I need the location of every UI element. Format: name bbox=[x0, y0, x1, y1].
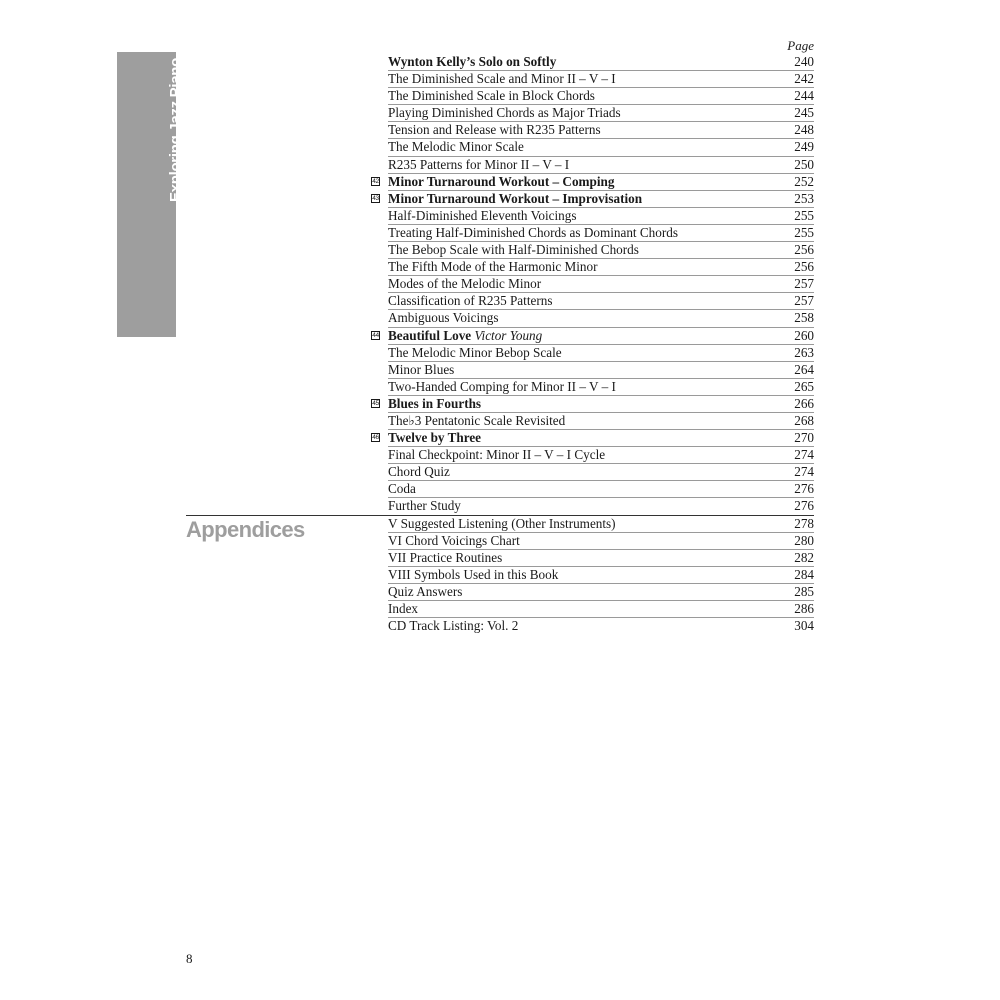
toc-entry bbox=[388, 122, 814, 139]
toc-entry-title-text: The Melodic Minor Scale bbox=[388, 139, 524, 155]
toc-entry bbox=[388, 139, 814, 156]
toc-entry-page: 276 bbox=[794, 481, 814, 497]
toc-entry-page: 245 bbox=[794, 105, 814, 121]
toc-entry bbox=[372, 395, 814, 413]
toc-entry-page: 256 bbox=[794, 259, 814, 275]
cd-track-icon: 46 bbox=[372, 434, 379, 442]
toc-entry bbox=[388, 362, 814, 379]
toc-entry-page: 263 bbox=[794, 344, 814, 360]
toc-entry-title-text: The Diminished Scale in Block Chords bbox=[388, 88, 595, 104]
toc-entry-title bbox=[388, 174, 614, 190]
toc-entry-title bbox=[388, 362, 454, 378]
table-of-contents bbox=[372, 54, 814, 635]
toc-entry-title-text: Beautiful Love bbox=[388, 327, 472, 343]
toc-entry-page: 268 bbox=[794, 412, 814, 428]
toc-entry bbox=[388, 618, 814, 635]
toc-entry bbox=[388, 54, 814, 71]
toc-entry-page: 286 bbox=[794, 601, 814, 616]
toc-entry-title bbox=[388, 379, 616, 395]
toc-entry-title-text: Index bbox=[388, 601, 419, 616]
page-column-header: Page bbox=[787, 38, 814, 53]
toc-entry-title-text: The Fifth Mode of the Harmonic Minor bbox=[388, 259, 598, 275]
toc-entry bbox=[388, 413, 814, 430]
toc-entry-page: 255 bbox=[794, 224, 814, 240]
toc-entry-title-text: The Diminished Scale and Minor II – V – I bbox=[388, 71, 616, 87]
side-tab-label: Exploring Jazz Piano bbox=[167, 58, 184, 203]
toc-entry-page: 244 bbox=[794, 88, 814, 104]
toc-entry-title bbox=[388, 430, 481, 446]
toc-entry bbox=[388, 88, 814, 105]
page-number: 8 bbox=[186, 951, 193, 966]
toc-entry-page: 258 bbox=[794, 310, 814, 326]
toc-entry-title-text: Blues in Fourths bbox=[388, 395, 482, 411]
toc-entry bbox=[388, 379, 814, 396]
toc-entry-page: 282 bbox=[794, 549, 814, 565]
toc-entry bbox=[388, 584, 814, 601]
toc-entry-page: 260 bbox=[794, 327, 814, 343]
toc-entry bbox=[388, 242, 814, 259]
toc-entry-title bbox=[388, 105, 621, 121]
toc-entry-page: 252 bbox=[794, 173, 814, 189]
toc-entry-title-text: Final Checkpoint: Minor II – V – I Cycle bbox=[388, 447, 606, 463]
toc-entry bbox=[388, 550, 814, 567]
toc-entry-title bbox=[388, 550, 502, 566]
toc-entry-title-text: Minor Blues bbox=[388, 361, 455, 377]
toc-entry-title-text: Treating Half-Diminished Chords as Dominant Chords bbox=[388, 224, 678, 240]
toc-entry-page: 274 bbox=[794, 447, 814, 463]
toc-entry bbox=[388, 293, 814, 310]
toc-entry bbox=[388, 447, 814, 464]
toc-entry-page: 265 bbox=[794, 378, 814, 394]
toc-entry-title bbox=[388, 396, 481, 412]
toc-entry-title-text: Ambiguous Voicings bbox=[388, 310, 499, 326]
toc-entry bbox=[388, 157, 814, 174]
toc-entry-title bbox=[388, 242, 639, 258]
toc-entry bbox=[388, 498, 814, 515]
toc-entry-composer: Victor Young bbox=[474, 327, 543, 343]
toc-entry-page: 256 bbox=[794, 242, 814, 258]
toc-entry-title-text: VII Practice Routines bbox=[388, 549, 503, 565]
toc-entry-title-text: CD Track Listing: Vol. 2 bbox=[388, 618, 519, 634]
toc-entry-title bbox=[388, 413, 565, 429]
toc-entry-title-text: VI Chord Voicings Chart bbox=[388, 532, 520, 548]
toc-entry-title bbox=[388, 618, 518, 634]
toc-entry-page: 264 bbox=[794, 361, 814, 377]
toc-entry-title bbox=[388, 481, 416, 497]
toc-entry-page: 266 bbox=[794, 395, 814, 411]
toc-entry-title bbox=[388, 225, 678, 241]
toc-entry-title-text: Half-Diminished Eleventh Voicings bbox=[388, 207, 577, 223]
toc-entry-page: 278 bbox=[794, 515, 814, 531]
toc-entry-title-text: The Bebop Scale with Half-Diminished Chords bbox=[388, 242, 639, 258]
toc-entry-title bbox=[388, 567, 558, 583]
toc-entry-title bbox=[388, 293, 552, 309]
toc-entry-title-text: VIII Symbols Used in this Book bbox=[388, 566, 559, 582]
toc-entry-page: 284 bbox=[794, 566, 814, 582]
toc-entry-title bbox=[388, 139, 524, 155]
toc-entry bbox=[388, 310, 814, 327]
toc-entry-title-text: Tension and Release with R235 Patterns bbox=[388, 122, 601, 138]
toc-entry bbox=[388, 567, 814, 584]
toc-entry-title bbox=[388, 464, 450, 480]
toc-entry-title bbox=[388, 310, 499, 326]
toc-entry-page: 257 bbox=[794, 276, 814, 292]
toc-entry-title-text: Quiz Answers bbox=[388, 583, 463, 599]
toc-entry bbox=[372, 327, 814, 345]
toc-entry-title-text: Further Study bbox=[388, 498, 461, 514]
toc-entry-title-text: Playing Diminished Chords as Major Triads bbox=[388, 105, 621, 121]
toc-entry-title bbox=[388, 122, 601, 138]
toc-entry-page: 253 bbox=[794, 190, 814, 206]
cd-track-icon: 42 bbox=[372, 177, 379, 185]
toc-entry-title-text: Twelve by Three bbox=[388, 430, 482, 446]
toc-entry bbox=[388, 464, 814, 481]
toc-entry-page: 249 bbox=[794, 139, 814, 155]
toc-entry bbox=[372, 173, 814, 191]
toc-entry-page: 250 bbox=[794, 156, 814, 172]
toc-entry bbox=[372, 190, 814, 208]
toc-entry-title bbox=[388, 276, 541, 292]
toc-entry-title bbox=[388, 601, 418, 617]
toc-entry-page: 255 bbox=[794, 207, 814, 223]
toc-entry-title bbox=[388, 88, 595, 104]
toc-entry-page: 285 bbox=[794, 583, 814, 599]
toc-entry bbox=[388, 259, 814, 276]
toc-entry-title bbox=[388, 54, 556, 70]
toc-entry-title bbox=[388, 208, 577, 224]
toc-entry-title-text: Classification of R235 Patterns bbox=[388, 293, 553, 309]
toc-entry-title bbox=[388, 584, 462, 600]
toc-entry-title bbox=[388, 447, 605, 463]
toc-entry-page: 274 bbox=[794, 464, 814, 480]
toc-entry bbox=[388, 516, 814, 533]
toc-entry-title bbox=[388, 516, 616, 532]
toc-entry-title-text: Coda bbox=[388, 481, 416, 497]
cd-track-icon: 45 bbox=[372, 399, 379, 407]
toc-entry-title-text: The♭3 Pentatonic Scale Revisited bbox=[388, 412, 566, 428]
toc-entry-page: 240 bbox=[794, 54, 814, 69]
toc-entry-page: 248 bbox=[794, 122, 814, 138]
toc-entry bbox=[372, 430, 814, 447]
toc-entry bbox=[388, 225, 814, 242]
toc-entry-title bbox=[388, 157, 569, 173]
cd-track-icon: 44 bbox=[372, 331, 379, 339]
toc-entry bbox=[388, 481, 814, 498]
toc-entry-title bbox=[388, 191, 642, 207]
toc-entry bbox=[388, 105, 814, 122]
appendices-heading: Appendices bbox=[186, 517, 305, 542]
toc-entry-title-text: Two-Handed Comping for Minor II – V – I bbox=[388, 378, 616, 394]
toc-entry-title-text: Modes of the Melodic Minor bbox=[388, 276, 542, 292]
toc-entry-page: 304 bbox=[794, 618, 814, 634]
toc-entry-title-text: V Suggested Listening (Other Instruments) bbox=[388, 515, 616, 531]
toc-entry bbox=[388, 345, 814, 362]
toc-entry bbox=[388, 533, 814, 550]
toc-entry-title-text: R235 Patterns for Minor II – V – I bbox=[388, 156, 570, 172]
toc-entry-page: 257 bbox=[794, 293, 814, 309]
toc-entry-title-text: Wynton Kelly’s Solo on Softly bbox=[388, 54, 557, 69]
toc-entry-page: 280 bbox=[794, 532, 814, 548]
toc-entry-title-text: Minor Turnaround Workout – Comping bbox=[388, 173, 615, 189]
toc-entry-title bbox=[388, 71, 616, 87]
toc-entry bbox=[388, 276, 814, 293]
toc-entry-title-text: The Melodic Minor Bebop Scale bbox=[388, 344, 562, 360]
toc-entry-title bbox=[388, 259, 598, 275]
toc-entry bbox=[388, 601, 814, 618]
toc-entry-title bbox=[388, 328, 542, 344]
toc-entry-title-text: Minor Turnaround Workout – Improvisation bbox=[388, 190, 643, 206]
toc-entry-title bbox=[388, 345, 562, 361]
toc-entry-title bbox=[388, 498, 461, 514]
toc-entry bbox=[388, 71, 814, 88]
toc-entry-title bbox=[388, 533, 520, 549]
toc-entry-title-text: Chord Quiz bbox=[388, 464, 450, 480]
cd-track-icon: 43 bbox=[372, 194, 379, 202]
toc-entry bbox=[388, 208, 814, 225]
toc-entry-page: 242 bbox=[794, 71, 814, 87]
toc-entry-page: 276 bbox=[794, 498, 814, 514]
toc-entry-page: 270 bbox=[794, 430, 814, 446]
